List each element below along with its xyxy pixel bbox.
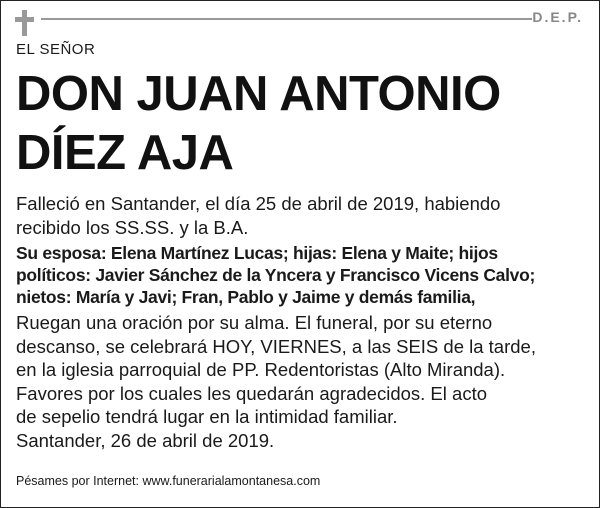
header-rule <box>41 18 532 20</box>
obituary-body <box>16 192 591 452</box>
death-notice-line: recibido los SS.SS. y la B.A. <box>16 216 249 238</box>
funeral-line: Ruegan una oración por su alma. El funeral, por su eterno <box>16 312 493 333</box>
deceased-name <box>16 65 586 183</box>
death-notice <box>16 192 591 239</box>
latin-cross-icon <box>15 10 34 36</box>
funeral-line: de sepelio tendrá lugar en la intimidad familiar. <box>16 406 398 427</box>
funeral-details <box>16 311 591 429</box>
death-notice-line: Falleció en Santander, el día 25 de abril de 2019, habiendo <box>16 193 501 214</box>
funeral-line: Favores por los cuales les quedarán agradecidos. El acto <box>16 382 487 404</box>
name-line-1: DON JUAN ANTONIO <box>16 67 501 121</box>
honorific-prefix: EL SEÑOR <box>16 41 96 58</box>
family-line: nietos: María y Javi; Fran, Pablo y Jaime y demás familia, <box>16 287 476 307</box>
condolences-footer: Pésames por Internet: www.funerarialamontanesa.com <box>16 474 321 488</box>
funeral-line: en la iglesia parroquial de PP. Redentoristas (Alto Miranda). <box>16 359 506 380</box>
family-list <box>16 242 591 308</box>
family-line: políticos: Javier Sánchez de la Yncera y Francisco Vicens Calvo; <box>16 265 536 285</box>
funeral-line: descanso, se celebrará HOY, VIERNES, a las SEIS de la tarde, <box>16 335 536 357</box>
name-line-2: DÍEZ AJA <box>16 126 234 180</box>
dep-label: D.E.P. <box>532 9 583 25</box>
place-date: Santander, 26 de abril de 2019. <box>16 429 275 451</box>
family-line: Su esposa: Elena Martínez Lucas; hijas: Elena y Maite; hijos <box>16 243 498 263</box>
